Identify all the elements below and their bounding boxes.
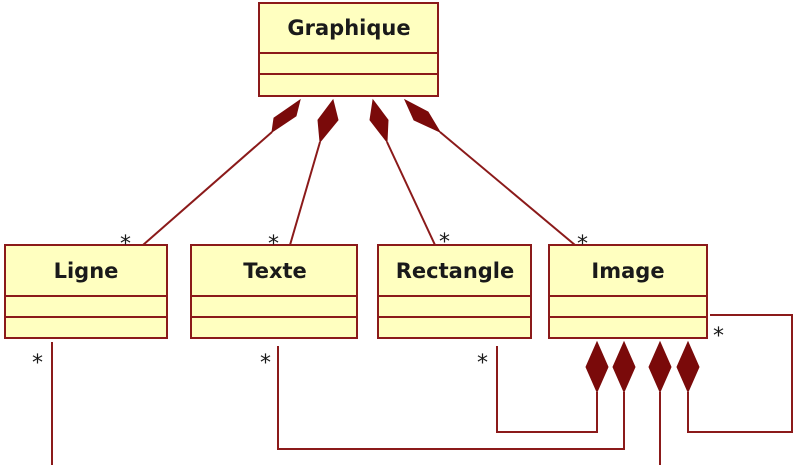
class-name-rectangle: Rectangle — [395, 259, 515, 283]
multiplicity-image-self: * — [713, 324, 724, 349]
class-rectangle[interactable] — [378, 245, 531, 338]
composition-diamond-image-texte — [613, 342, 635, 392]
class-name-image: Image — [591, 259, 665, 283]
link-texte-image — [278, 346, 624, 449]
composition-diamond-image-rectangle — [586, 342, 608, 392]
multiplicity-image-top: * — [577, 232, 588, 257]
class-name-ligne: Ligne — [53, 259, 119, 283]
multiplicity-ligne-top: * — [120, 232, 131, 257]
multiplicity-rectangle-bottom: * — [477, 351, 488, 376]
composition-diamond-rectangle — [370, 100, 388, 142]
class-texte[interactable] — [191, 245, 357, 338]
link-graphique-texte — [290, 142, 320, 245]
multiplicity-texte-bottom: * — [260, 351, 271, 376]
link-graphique-rectangle — [387, 142, 435, 245]
link-rectangle-image — [497, 346, 597, 432]
composition-diamond-image-self — [677, 342, 699, 392]
multiplicity-ligne-bottom: * — [32, 351, 43, 376]
composition-diamond-image — [405, 100, 440, 132]
class-name-texte: Texte — [243, 259, 307, 283]
composition-diamond-image-down — [649, 342, 671, 392]
link-graphique-ligne — [143, 132, 272, 245]
multiplicity-rectangle-top: * — [439, 230, 450, 255]
composition-diamond-texte — [318, 100, 338, 142]
class-ligne[interactable] — [5, 245, 167, 338]
class-graphique[interactable] — [259, 3, 438, 96]
multiplicity-texte-top: * — [268, 232, 279, 257]
class-image[interactable] — [549, 245, 707, 338]
link-graphique-image — [440, 132, 575, 245]
composition-diamond-ligne — [272, 100, 300, 132]
class-name-graphique: Graphique — [287, 16, 411, 40]
